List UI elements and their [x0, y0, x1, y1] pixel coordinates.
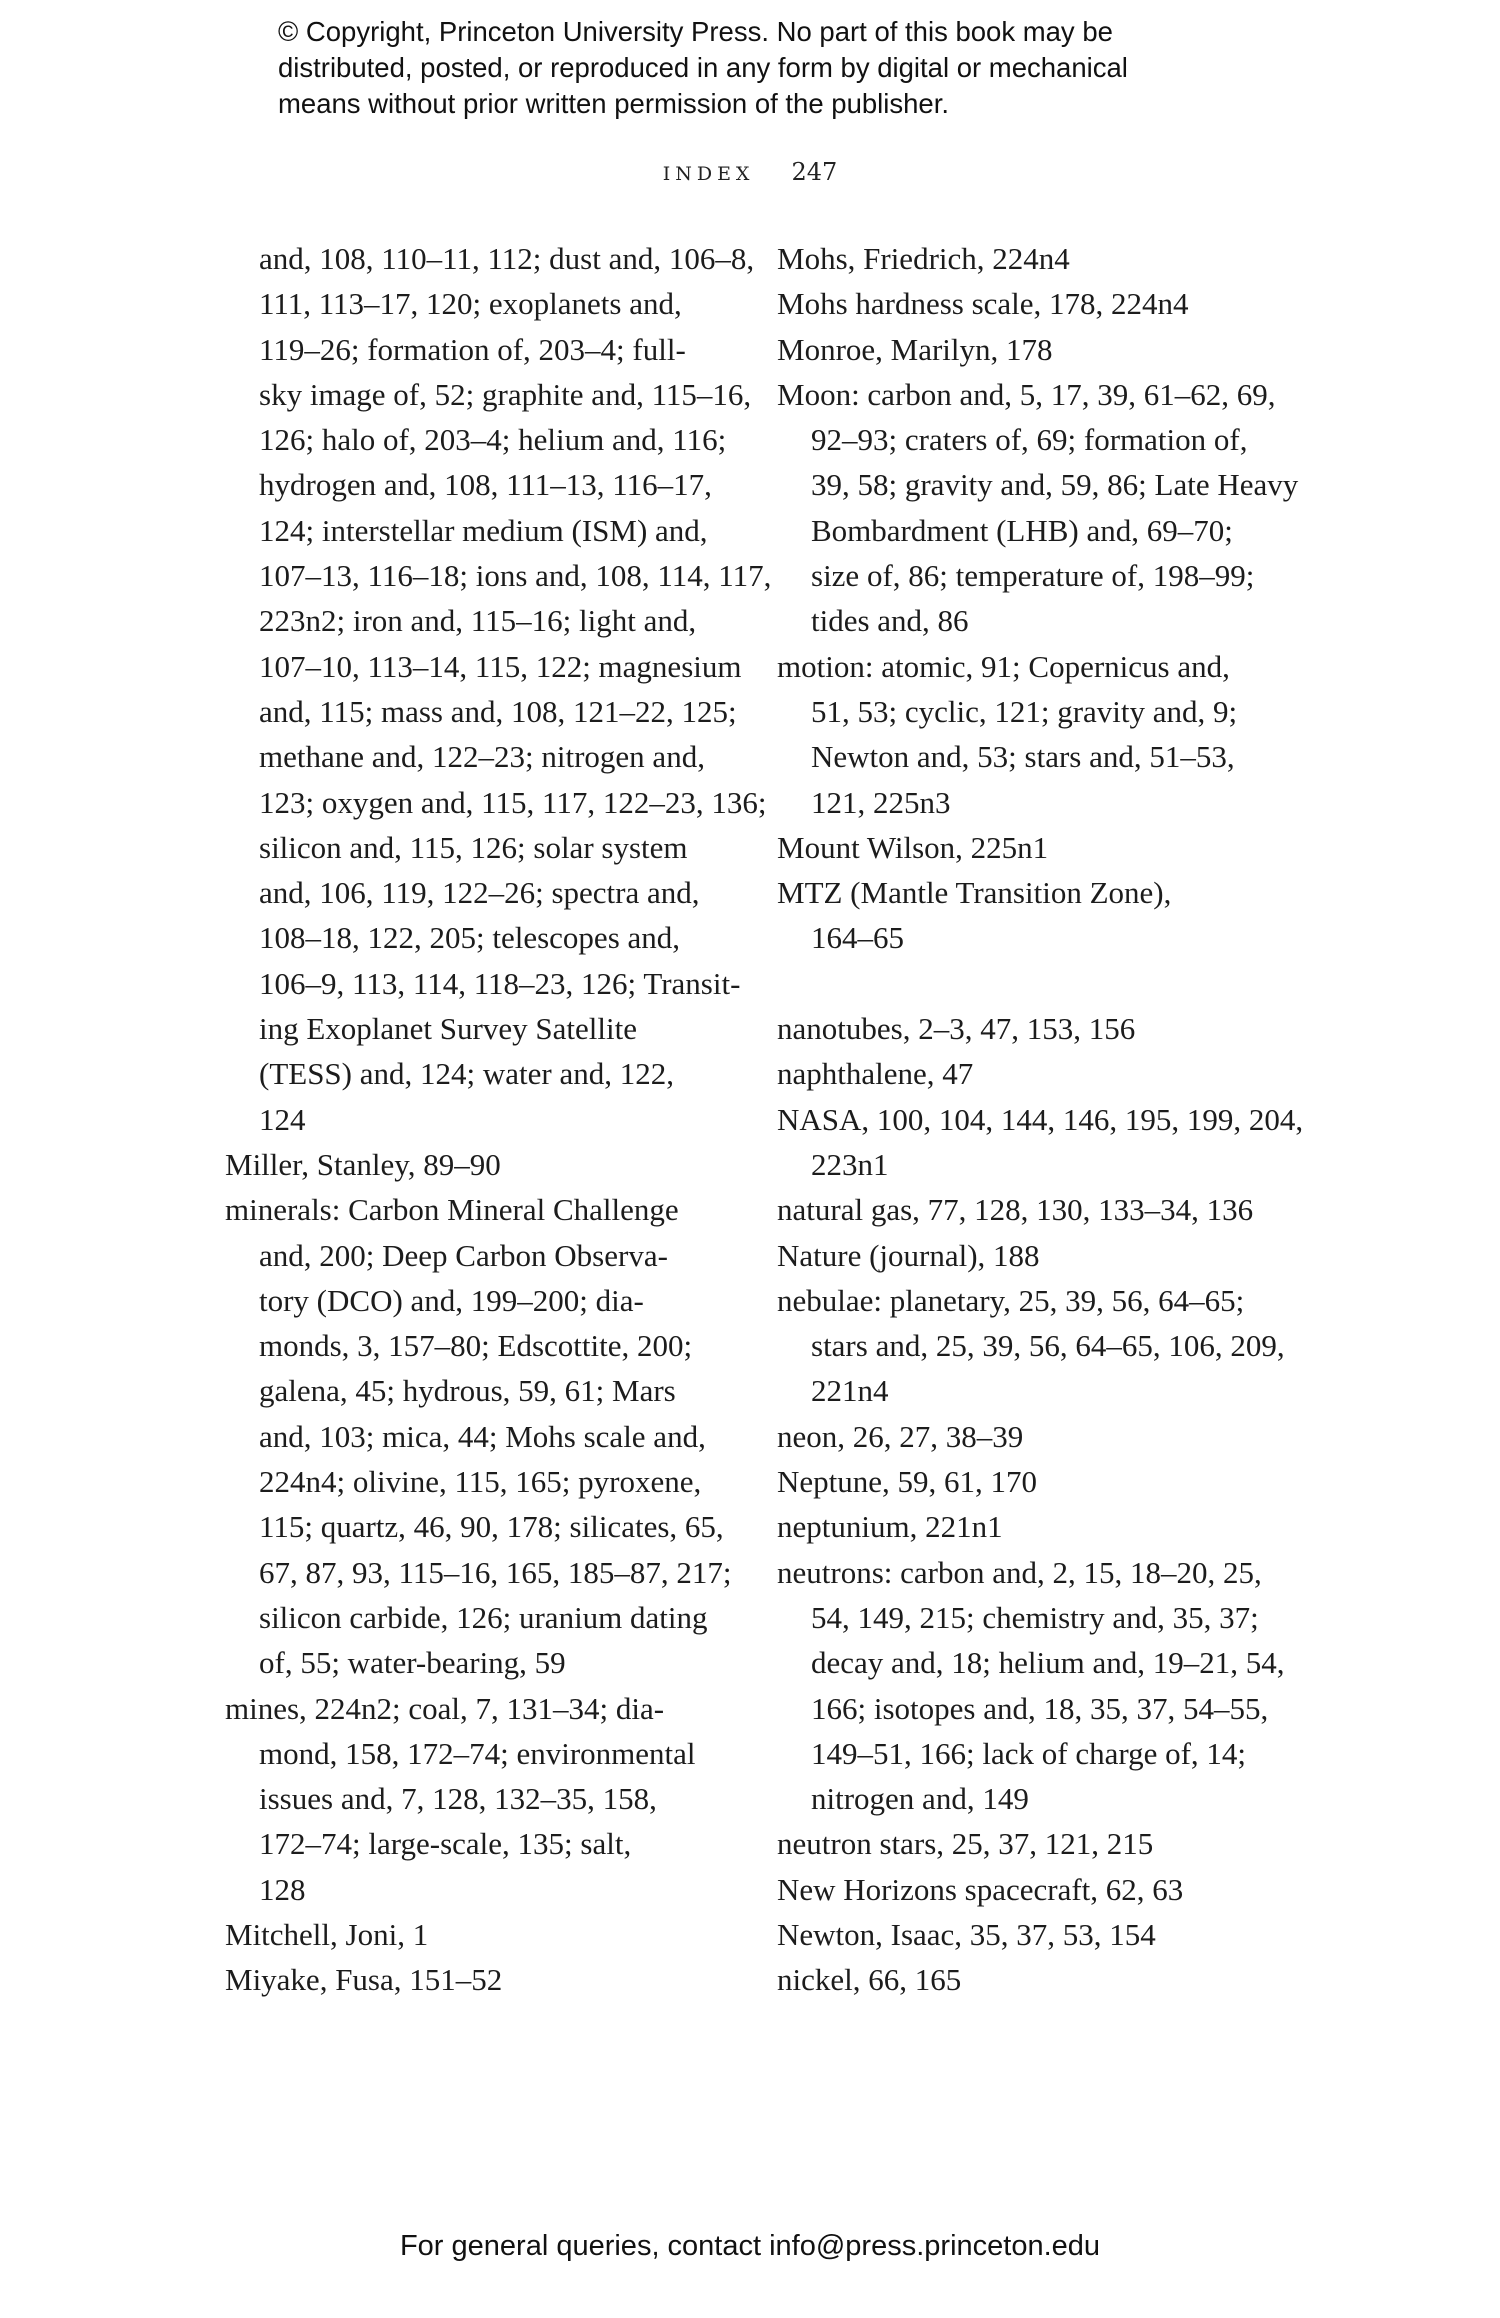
index-entry-continuation: 128	[259, 1871, 306, 1907]
index-entry-continuation: 107–10, 113–14, 115, 122; magnesium	[259, 648, 742, 684]
index-entry-continuation: Bombardment (LHB) and, 69–70;	[811, 512, 1233, 548]
running-head	[0, 152, 1500, 194]
index-entry: neutron stars, 25, 37, 121, 215	[777, 1826, 1154, 1862]
index-entry-continuation: 54, 149, 215; chemistry and, 35, 37;	[811, 1599, 1259, 1635]
index-entry: mines, 224n2; coal, 7, 131–34; dia-	[225, 1690, 665, 1726]
index-entry-continuation: 115; quartz, 46, 90, 178; silicates, 65,	[259, 1509, 724, 1545]
index-entry: nebulae: planetary, 25, 39, 56, 64–65;	[777, 1282, 1245, 1318]
index-entry: NASA, 100, 104, 144, 146, 195, 199, 204,	[777, 1101, 1304, 1137]
index-entry-continuation: 119–26; formation of, 203–4; full-	[259, 331, 686, 367]
index-entry-continuation: 224n4; olivine, 115, 165; pyroxene,	[259, 1464, 702, 1500]
index-entry-continuation: of, 55; water-bearing, 59	[259, 1645, 566, 1681]
index-entry-continuation: 39, 58; gravity and, 59, 86; Late Heavy	[811, 467, 1299, 503]
index-entry-continuation: and, 106, 119, 122–26; spectra and,	[259, 875, 700, 911]
index-entry: Moon: carbon and, 5, 17, 39, 61–62, 69,	[777, 376, 1276, 412]
index-entry-continuation: silicon and, 115, 126; solar system	[259, 829, 688, 865]
page-number: 247	[791, 158, 838, 186]
index-entry: neon, 26, 27, 38–39	[777, 1418, 1024, 1454]
index-entry: minerals: Carbon Mineral Challenge	[225, 1192, 679, 1228]
copyright-line: © Copyright, Princeton University Press. No part of this book may be	[278, 16, 1113, 47]
index-entry-continuation: sky image of, 52; graphite and, 115–16,	[259, 376, 752, 412]
copyright-line: distributed, posted, or reproduced in any form by digital or mechanical	[278, 52, 1128, 83]
index-entry: New Horizons spacecraft, 62, 63	[777, 1871, 1184, 1907]
index-entry-continuation: monds, 3, 157–80; Edscottite, 200;	[259, 1328, 693, 1364]
index-entry-continuation: stars and, 25, 39, 56, 64–65, 106, 209,	[811, 1328, 1285, 1364]
index-entry-continuation: 166; isotopes and, 18, 35, 37, 54–55,	[811, 1690, 1269, 1726]
index-entry: MTZ (Mantle Transition Zone),	[777, 875, 1172, 911]
index-entry-continuation: tides and, 86	[811, 603, 969, 639]
footer-contact: For general queries, contact info@press.princeton.edu	[399, 2230, 1101, 2262]
index-entry-continuation: 223n1	[811, 1146, 889, 1182]
index-entry-continuation: and, 115; mass and, 108, 121–22, 125;	[259, 693, 737, 729]
index-entry-continuation: methane and, 122–23; nitrogen and,	[259, 739, 705, 775]
index-entry-continuation: 221n4	[811, 1373, 889, 1409]
index-entry-continuation: tory (DCO) and, 199–200; dia-	[259, 1282, 644, 1318]
index-entry: Mohs hardness scale, 178, 224n4	[777, 286, 1189, 322]
index-entry: Neptune, 59, 61, 170	[777, 1464, 1038, 1500]
index-entry: nickel, 66, 165	[777, 1962, 962, 1998]
index-entry-continuation: 126; halo of, 203–4; helium and, 116;	[259, 422, 727, 458]
index-entry-continuation: hydrogen and, 108, 111–13, 116–17,	[259, 467, 712, 503]
index-entry-continuation: 124; interstellar medium (ISM) and,	[259, 512, 708, 548]
index-entry: naphthalene, 47	[777, 1056, 974, 1092]
index-entry-continuation: (TESS) and, 124; water and, 122,	[259, 1056, 674, 1092]
index-entry-continuation: 124	[259, 1101, 306, 1137]
copyright-notice	[278, 14, 1278, 122]
index-entry	[777, 961, 1297, 1006]
index-entry-continuation: 111, 113–17, 120; exoplanets and,	[259, 286, 682, 322]
index-entry-continuation: and, 108, 110–11, 112; dust and, 106–8,	[259, 241, 755, 276]
index-entry-continuation: 164–65	[811, 920, 904, 956]
index-entry: Mount Wilson, 225n1	[777, 829, 1049, 865]
index-entry: Miyake, Fusa, 151–52	[225, 1962, 503, 1998]
index-entry-continuation: silicon carbide, 126; uranium dating	[259, 1599, 708, 1635]
index-entry-continuation: and, 200; Deep Carbon Observa-	[259, 1237, 668, 1273]
index-entry-continuation: ing Exoplanet Survey Satellite	[259, 1011, 637, 1047]
index-entry-continuation: galena, 45; hydrous, 59, 61; Mars	[259, 1373, 676, 1409]
index-entry: Newton, Isaac, 35, 37, 53, 154	[777, 1916, 1156, 1952]
index-entry-continuation: nitrogen and, 149	[811, 1781, 1029, 1817]
index-entry-continuation: 108–18, 122, 205; telescopes and,	[259, 920, 681, 956]
index-entry-continuation: issues and, 7, 128, 132–35, 158,	[259, 1781, 657, 1817]
index-entry-continuation: Newton and, 53; stars and, 51–53,	[811, 739, 1235, 775]
index-entry-continuation: 121, 225n3	[811, 784, 951, 820]
index-entry: Mitchell, Joni, 1	[225, 1916, 429, 1952]
index-entry: Mohs, Friedrich, 224n4	[777, 241, 1070, 276]
index-entry-continuation: 172–74; large-scale, 135; salt,	[259, 1826, 632, 1862]
index-entry: nanotubes, 2–3, 47, 153, 156	[777, 1011, 1136, 1047]
index-entry-continuation: and, 103; mica, 44; Mohs scale and,	[259, 1418, 706, 1454]
index-entry-continuation: mond, 158, 172–74; environmental	[259, 1735, 696, 1771]
index-column-left	[225, 236, 772, 2003]
index-entry-continuation: 123; oxygen and, 115, 117, 122–23, 136;	[259, 784, 767, 820]
index-entry: Monroe, Marilyn, 178	[777, 331, 1053, 367]
index-entry-continuation: 223n2; iron and, 115–16; light and,	[259, 603, 697, 639]
index-entry: neutrons: carbon and, 2, 15, 18–20, 25,	[777, 1554, 1262, 1590]
index-entry: neptunium, 221n1	[777, 1509, 1003, 1545]
index-entry-continuation: 92–93; craters of, 69; formation of,	[811, 422, 1248, 458]
index-entry-continuation: 149–51, 166; lack of charge of, 14;	[811, 1735, 1247, 1771]
index-entry-continuation: decay and, 18; helium and, 19–21, 54,	[811, 1645, 1285, 1681]
copyright-line: means without prior written permission of the publisher.	[278, 88, 950, 119]
index-entry-continuation: 107–13, 116–18; ions and, 108, 114, 117,	[259, 558, 772, 594]
index-entry-continuation: 51, 53; cyclic, 121; gravity and, 9;	[811, 693, 1238, 729]
index-entry: motion: atomic, 91; Copernicus and,	[777, 648, 1230, 684]
index-entry-continuation: size of, 86; temperature of, 198–99;	[811, 558, 1255, 594]
index-entry: Miller, Stanley, 89–90	[225, 1146, 501, 1182]
index-entry: natural gas, 77, 128, 130, 133–34, 136	[777, 1192, 1254, 1228]
index-entry-continuation: 106–9, 113, 114, 118–23, 126; Transit-	[259, 965, 741, 1001]
index-entry: Nature (journal), 188	[777, 1237, 1040, 1273]
running-head-label: INDEX	[662, 163, 755, 185]
index-entry-continuation: 67, 87, 93, 115–16, 165, 185–87, 217;	[259, 1554, 732, 1590]
index-column-right	[777, 236, 1304, 2003]
